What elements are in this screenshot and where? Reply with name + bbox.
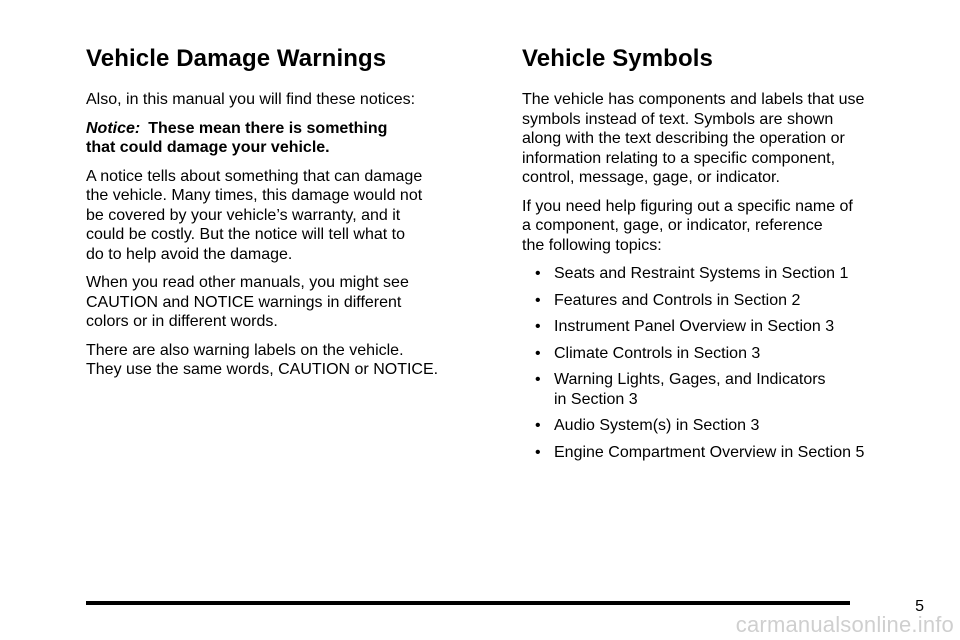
help-paragraph: If you need help figuring out a specific name of a component, gage, or indicator, reference the following topics: — [522, 197, 853, 254]
bullet-icon: • — [535, 443, 541, 461]
footer-rule — [86, 601, 850, 605]
topic-text: Climate Controls in Section 3 — [554, 344, 761, 362]
list-item — [522, 416, 922, 436]
vehicle-damage-warnings-heading: Vehicle Damage Warnings — [86, 45, 387, 72]
bullet-icon: • — [535, 344, 541, 362]
list-item — [522, 291, 922, 311]
topic-text: Features and Controls in Section 2 — [554, 291, 801, 309]
bullet-icon: • — [535, 371, 541, 388]
topic-text: Seats and Restraint Systems in Section 1 — [554, 265, 849, 282]
list-item — [522, 264, 922, 284]
notice-text: These mean there is something that could damage your vehicle. — [86, 119, 388, 156]
bullet-icon: • — [535, 265, 541, 282]
bullet-icon: • — [535, 291, 541, 309]
topic-text: Engine Compartment Overview in Section 5 — [554, 443, 865, 461]
bullet-icon: • — [535, 318, 541, 335]
topic-text: Warning Lights, Gages, and Indicators in Section 3 — [554, 371, 826, 408]
list-item — [522, 443, 922, 463]
list-item — [522, 317, 922, 337]
symbols-intro-paragraph: The vehicle has components and labels that use symbols instead of text. Symbols are shown along with the text describing the operation or information relating to a specific component, control, message, gage, or indicator. — [522, 91, 865, 186]
right-column — [522, 44, 922, 469]
left-column — [86, 44, 486, 389]
vehicle-symbols-heading: Vehicle Symbols — [522, 45, 713, 72]
warning-labels-paragraph: There are also warning labels on the vehicle. They use the same words, CAUTION or NOTICE. — [86, 341, 439, 378]
bullet-icon: • — [535, 417, 541, 434]
notice-explanation-paragraph: A notice tells about something that can damage the vehicle. Many times, this damage would not be covered by your vehicle’s warranty, and it could be costly. But the notice will tell what to do to help avoid the damage. — [86, 167, 423, 263]
topic-text: Audio System(s) in Section 3 — [554, 417, 760, 434]
list-item — [522, 370, 922, 409]
topic-text: Instrument Panel Overview in Section 3 — [554, 318, 835, 335]
other-manuals-paragraph: When you read other manuals, you might see CAUTION and NOTICE warnings in different colors or in different words. — [86, 274, 409, 330]
page-number: 5 — [915, 598, 924, 615]
watermark: carmanualsonline.info — [735, 612, 954, 637]
list-item — [522, 344, 922, 364]
notice-label: Notice: — [86, 119, 141, 137]
topics-list — [522, 264, 922, 462]
notice-definition — [86, 119, 486, 158]
intro-paragraph: Also, in this manual you will find these notices: — [86, 91, 416, 108]
